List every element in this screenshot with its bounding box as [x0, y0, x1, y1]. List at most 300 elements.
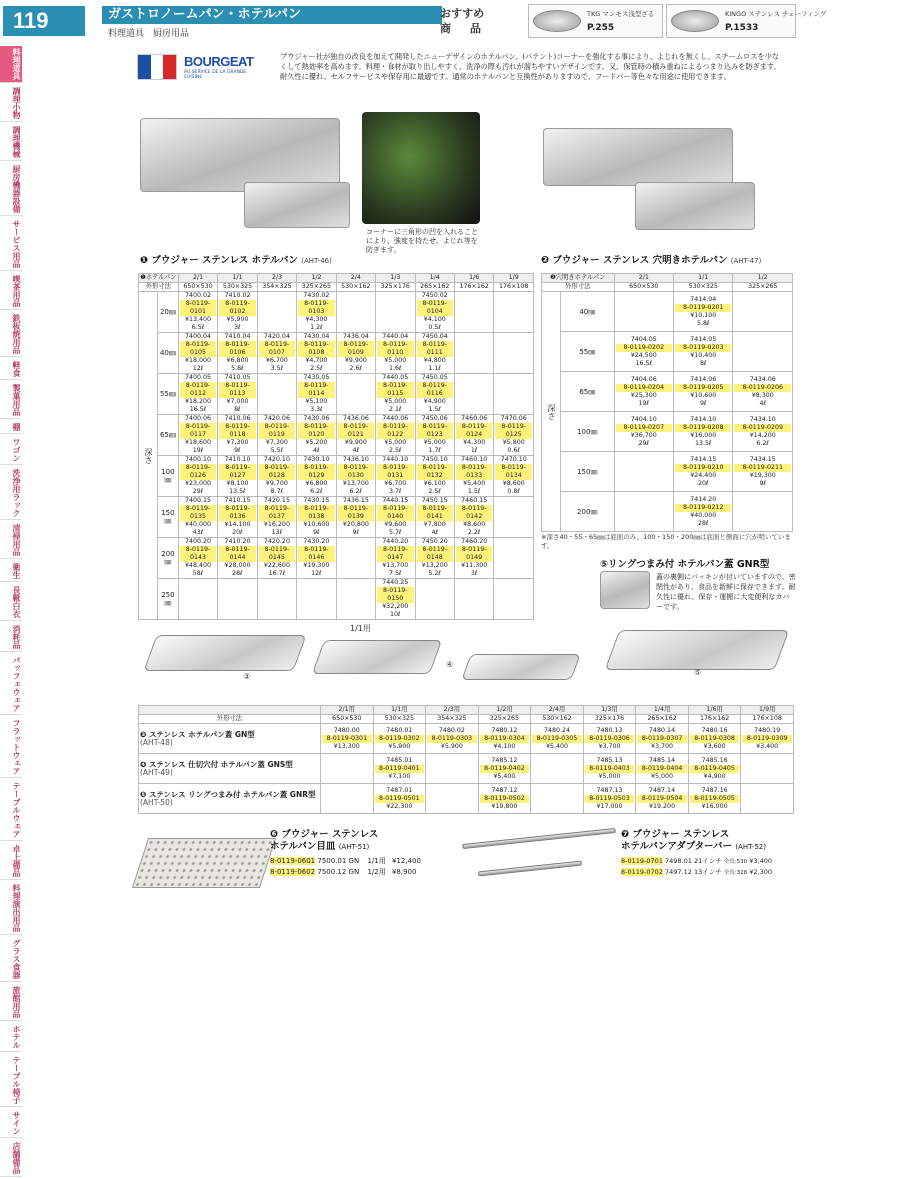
- table-row: [542, 412, 793, 452]
- model-number: 7485.12: [491, 756, 518, 764]
- price: ¥18,200: [185, 398, 212, 405]
- capacity: 2.5ℓ: [310, 365, 323, 372]
- model-number: 7470.06: [500, 415, 527, 422]
- column-header: 1/9: [494, 274, 534, 283]
- product-cell: [674, 332, 733, 372]
- model-number: 7410.02: [224, 292, 251, 299]
- price: ¥8,600: [502, 480, 525, 487]
- product-cell: [741, 724, 794, 754]
- section2-title: ❷ ブウジャー ステンレス 穴明きホテルパン (AHT-47): [541, 255, 762, 266]
- model-number: 7436.04: [342, 333, 369, 340]
- product-cell: [614, 452, 673, 492]
- price: ¥9,900: [344, 357, 367, 364]
- product-cell: [454, 374, 493, 415]
- product-cell: [297, 497, 336, 538]
- sidebar-item[interactable]: 喫茶用品: [0, 273, 22, 310]
- product-cell: [426, 724, 479, 754]
- price: ¥18,600: [185, 439, 212, 446]
- capacity: 12ℓ: [311, 570, 322, 577]
- product-cell: [614, 332, 673, 372]
- capacity: 5.7ℓ: [388, 529, 402, 536]
- table-corner: [139, 706, 321, 715]
- france-flag: [137, 54, 177, 80]
- sidebar-item[interactable]: バッフェウェア: [0, 654, 22, 715]
- product-code: 8-0119-0135: [180, 505, 216, 521]
- model-number: 7410.05: [224, 374, 251, 381]
- column-header: 2/3用: [426, 706, 479, 715]
- product-code: 8-0119-0405: [690, 765, 740, 773]
- product-code: 8-0119-0143: [180, 546, 216, 562]
- sidebar-item[interactable]: サイン: [0, 1109, 22, 1138]
- dims-cell: 530×325: [218, 283, 257, 292]
- section6-title: ❻ ブウジャー ステンレス ホテルパン目皿 (AHT-51): [270, 829, 379, 852]
- perforated-pan-photo: [543, 128, 733, 186]
- product-cell: [257, 292, 296, 333]
- product-cell: [688, 784, 741, 814]
- product-cell: [297, 415, 336, 456]
- dims-cell: 530×162: [531, 715, 584, 724]
- product-code: 8-0119-0126: [180, 464, 216, 480]
- capacity: 9ℓ: [699, 399, 707, 407]
- sidebar-item[interactable]: 旅館用品: [0, 984, 22, 1021]
- product-code: 8-0119-0124: [456, 423, 492, 439]
- sidebar-item[interactable]: 料理演出用品: [0, 882, 22, 935]
- product-cell: [336, 292, 375, 333]
- sidebar-item[interactable]: 消耗品: [0, 623, 22, 652]
- model-number: 7480.24: [543, 726, 570, 734]
- price: ¥9,900: [344, 439, 367, 446]
- capacity: 3.3ℓ: [310, 406, 323, 413]
- intro-text: ブウジャー社が独自の改良を加えて開発したニューデザインのホテルパン。(パテント)コーナーを強化する事により、よじれを無くし、スチームロスを少なくして熱効率を高めます。料理・食材が取り出しやすく、洗浄の際も汚れが溜ちやすいデザインです。又、保管時の積み重ねによるつまり込みを防ぎます。耐久性に優れ、セルフサービスや保存用に最適です。通常のホテルパンと互換性がありますので、フードパー等色々な用途に使用できます。: [280, 52, 781, 81]
- table-header-row: [139, 274, 534, 283]
- product-code: 8-0119-0140: [377, 505, 413, 521]
- dims-cell: 325×265: [733, 283, 793, 292]
- column-header: 1/3用: [583, 706, 636, 715]
- model-number: 7400.10: [185, 456, 212, 463]
- price: ¥13,700: [382, 562, 409, 569]
- sidebar-item[interactable]: 洗浄用ラック: [0, 467, 22, 520]
- capacity: 1.7ℓ: [428, 447, 442, 454]
- price: ¥7,800: [423, 521, 446, 528]
- product-cell: [454, 415, 493, 456]
- sidebar-item[interactable]: 製菓用品: [0, 382, 22, 419]
- product-cell: [336, 579, 375, 620]
- product-cell: [257, 415, 296, 456]
- capacity: 2.1ℓ: [388, 406, 402, 413]
- table-header-row: [542, 274, 793, 283]
- price: ¥16,200: [263, 521, 290, 528]
- dims-cell: 325×265: [478, 715, 531, 724]
- product-code: 8-0119-0115: [377, 382, 413, 398]
- product-cell: [336, 456, 375, 497]
- capacity: 4ℓ: [431, 529, 439, 536]
- sidebar-item[interactable]: 清掃用品: [0, 522, 22, 559]
- price: ¥19,300: [749, 471, 776, 479]
- depth-label: 深さ: [542, 292, 561, 532]
- sidebar-item[interactable]: 調理機械: [0, 124, 22, 161]
- depth-cell: 200㎜: [158, 538, 179, 579]
- price: ¥5,100: [305, 398, 328, 405]
- product-code: 8-0119-0404: [637, 765, 687, 773]
- column-header: 1/6: [454, 274, 493, 283]
- model-number: 7480.01: [386, 726, 413, 734]
- price: ¥6,800: [305, 480, 328, 487]
- hotel-pan-table: [138, 273, 534, 620]
- product-cell: [454, 456, 493, 497]
- model-number: 7400.20: [185, 538, 212, 545]
- product-cell: [494, 497, 534, 538]
- sidebar-item[interactable]: 長靴白衣: [0, 584, 22, 621]
- product-cell: [614, 492, 673, 532]
- table-row: [139, 754, 794, 784]
- product-cell: [218, 415, 257, 456]
- price: ¥10,600: [690, 391, 717, 399]
- model-number: 7414.06: [690, 375, 717, 383]
- table-corner: ❷穴明きホテルパン: [542, 274, 615, 283]
- price: ¥23,000: [185, 480, 212, 487]
- lid-code: (AHT-50): [140, 797, 173, 807]
- capacity: 1.6ℓ: [388, 365, 402, 372]
- model-number: 7434.10: [749, 415, 776, 423]
- table-row: [139, 333, 534, 374]
- product-code: 8-0119-0211: [734, 464, 791, 472]
- column-header: 2/4: [336, 274, 375, 283]
- colander-icon: [533, 10, 581, 32]
- column-header: 1/6用: [688, 706, 741, 715]
- price: ¥7,300: [265, 439, 288, 446]
- capacity: 12ℓ: [192, 365, 204, 372]
- capacity: 3ℓ: [470, 570, 478, 577]
- product-code: 8-0119-0113: [219, 382, 255, 398]
- product-cell: [257, 456, 296, 497]
- chafing-dish-icon: [671, 10, 719, 32]
- sidebar-item[interactable]: グラス食器: [0, 937, 22, 982]
- product-code: 8-0119-0306: [585, 735, 635, 743]
- product-code: 8-0119-0133: [456, 464, 492, 480]
- model-number: 7487.12: [491, 786, 518, 794]
- capacity: 29ℓ: [192, 488, 204, 495]
- capacity: 9ℓ: [759, 479, 767, 487]
- capacity: 2.5ℓ: [428, 488, 442, 495]
- table-row: [139, 374, 534, 415]
- model-number: 7410.20: [224, 538, 251, 545]
- product-cell: [733, 372, 793, 412]
- product-code: 8-0119-0201: [675, 304, 731, 312]
- price: ¥3,700: [598, 742, 621, 750]
- section6-row: 8-0119-0602 7500.12 GN 1/2用 ¥8,900: [270, 868, 417, 876]
- product-cell: [297, 456, 336, 497]
- product-cell: [636, 754, 689, 784]
- sidebar-item[interactable]: 軽食: [0, 359, 22, 380]
- capacity: 8.7ℓ: [270, 488, 284, 495]
- model-number: 7420.15: [263, 497, 290, 504]
- dims-cell: 176×162: [454, 283, 493, 292]
- model-number: 7400.15: [185, 497, 212, 504]
- price: ¥6,700: [384, 480, 407, 487]
- product-cell: [376, 579, 415, 620]
- dims-cell: 265×162: [636, 715, 689, 724]
- sidebar-item[interactable]: 料理道具: [0, 46, 22, 83]
- product-code: 8-0119-0148: [417, 546, 453, 562]
- column-header: 1/1用: [373, 706, 426, 715]
- product-cell: [478, 784, 531, 814]
- model-number: 7410.15: [224, 497, 251, 504]
- product-code: 8-0119-0110: [377, 341, 413, 357]
- sidebar-item[interactable]: ワゴン: [0, 436, 22, 465]
- model-number: 7480.14: [649, 726, 676, 734]
- product-code: 8-0119-0304: [480, 735, 530, 743]
- column-header: 1/4: [415, 274, 454, 283]
- sidebar-item[interactable]: 鉄板焼用品: [0, 312, 22, 357]
- model-number: 7460.10: [461, 456, 488, 463]
- price: ¥16,000: [701, 802, 728, 810]
- column-header: 1/1: [674, 274, 733, 283]
- product-code: 8-0119-0207: [616, 424, 672, 432]
- price: ¥5,000: [384, 439, 407, 446]
- product-code: 8-0119-0502: [480, 795, 530, 803]
- price: ¥32,200: [382, 603, 409, 610]
- capacity: 1.2ℓ: [310, 324, 323, 331]
- dims-label: 外形寸法: [139, 715, 321, 724]
- product-code: 8-0119-0102: [219, 300, 255, 316]
- price: ¥40,000: [690, 511, 717, 519]
- capacity: 16.5ℓ: [189, 406, 207, 413]
- model-number: 7400.04: [185, 333, 212, 340]
- product-code: 8-0119-0401: [375, 765, 425, 773]
- price: ¥22,300: [386, 802, 413, 810]
- sidebar-item[interactable]: 衛生: [0, 561, 22, 582]
- price: ¥8,600: [463, 521, 486, 528]
- model-number: 7414.15: [690, 455, 717, 463]
- product-code: 8-0119-0112: [180, 382, 216, 398]
- product-cell: [531, 724, 584, 754]
- product-code: 8-0119-0504: [637, 795, 687, 803]
- product-code: 8-0119-0136: [219, 505, 255, 521]
- product-cell: [688, 724, 741, 754]
- table-row: [139, 579, 534, 620]
- section6-row: 8-0119-0601 7500.01 GN 1/1用 ¥12,400: [270, 857, 421, 865]
- product-code: 8-0119-0137: [259, 505, 295, 521]
- model-number: 7480.19: [754, 726, 781, 734]
- product-code: 8-0119-0121: [338, 423, 374, 439]
- sidebar-item[interactable]: 調理小物: [0, 85, 22, 122]
- capacity: 20ℓ: [697, 479, 709, 487]
- price: ¥5,800: [502, 439, 525, 446]
- model-number: 7404.05: [630, 335, 657, 343]
- product-cell: [494, 415, 534, 456]
- product-code: 8-0119-0109: [338, 341, 374, 357]
- product-code: 8-0119-0130: [338, 464, 374, 480]
- product-cell: [531, 754, 584, 784]
- model-number: 7480.00: [333, 726, 360, 734]
- product-cell: [415, 497, 454, 538]
- product-cell: [373, 784, 426, 814]
- price: ¥10,100: [690, 311, 717, 319]
- price: ¥7,100: [388, 772, 411, 780]
- recommend-item[interactable]: TKG マンモス浅型ざる P.255: [528, 4, 663, 38]
- depth-cell: 55㎜: [158, 374, 179, 415]
- dims-cell: 354×325: [257, 283, 296, 292]
- model-number: 7414.04: [690, 295, 717, 303]
- model-number: 7430.20: [303, 538, 330, 545]
- price: ¥6,100: [423, 480, 446, 487]
- capacity: 13.5ℓ: [694, 439, 712, 447]
- product-code: 8-0119-0142: [456, 505, 492, 521]
- price: ¥20,800: [342, 521, 369, 528]
- price: ¥13,300: [333, 742, 360, 750]
- recommend-label: おすすめ 商 品: [440, 7, 485, 35]
- capacity: 7.5ℓ: [388, 570, 402, 577]
- capacity: 6.2ℓ: [310, 488, 323, 495]
- model-number: 7436.15: [342, 497, 369, 504]
- model-number: 7450.20: [421, 538, 448, 545]
- dims-cell: 176×108: [741, 715, 794, 724]
- sidebar-item[interactable]: ホテル: [0, 1023, 22, 1052]
- sidebar-item[interactable]: 厨房機器設備: [0, 163, 22, 216]
- price: ¥3,600: [703, 742, 726, 750]
- product-code: 8-0119-0309: [742, 735, 792, 743]
- product-code: 8-0119-0402: [480, 765, 530, 773]
- product-code: 8-0119-0104: [417, 300, 453, 316]
- product-cell: [336, 415, 375, 456]
- product-cell: [674, 372, 733, 412]
- column-header: 2/3: [257, 274, 296, 283]
- price: ¥5,000: [598, 772, 621, 780]
- price: ¥4,100: [493, 742, 516, 750]
- product-code: 8-0119-0141: [417, 505, 453, 521]
- capacity: 0.5ℓ: [428, 324, 442, 331]
- model-number: 7460.15: [461, 497, 488, 504]
- price: ¥24,400: [690, 471, 717, 479]
- perforated-pan-table: [541, 273, 793, 532]
- product-cell: [321, 754, 374, 784]
- sidebar-item[interactable]: 店舗備品: [0, 1140, 22, 1177]
- product-code: 8-0119-0202: [616, 344, 672, 352]
- product-code: 8-0119-0129: [298, 464, 334, 480]
- product-cell: [218, 538, 257, 579]
- product-cell: [257, 333, 296, 374]
- capacity: 19ℓ: [192, 447, 204, 454]
- column-header: 1/2: [297, 274, 336, 283]
- product-code: 8-0119-0134: [495, 464, 532, 480]
- sidebar-item[interactable]: サービス用品: [0, 218, 22, 271]
- capacity: 5.8ℓ: [696, 319, 710, 327]
- price: ¥5,200: [305, 439, 328, 446]
- product-code: 8-0119-0147: [377, 546, 413, 562]
- model-number: 7414.20: [690, 495, 717, 503]
- model-number: 7404.10: [630, 415, 657, 423]
- dims-cell: 650×530: [178, 283, 217, 292]
- price: ¥48,400: [185, 562, 212, 569]
- dims-label: 外形寸法: [139, 283, 179, 292]
- product-cell: [218, 579, 257, 620]
- perforated-tray-image: [132, 838, 276, 888]
- product-cell: [636, 724, 689, 754]
- product-cell: [297, 292, 336, 333]
- product-code: 8-0119-0150: [377, 587, 413, 603]
- model-number: 7420.10: [263, 456, 290, 463]
- lid-name-cell: [139, 724, 321, 754]
- product-cell: [336, 333, 375, 374]
- table-row: [542, 292, 793, 332]
- model-number: 7436.06: [342, 415, 369, 422]
- recommend-item[interactable]: KINGO ステンレス チェーフィング P.1533: [666, 4, 796, 38]
- model-number: 7440.25: [382, 579, 409, 586]
- model-number: 7450.10: [421, 456, 448, 463]
- price: ¥14,200: [749, 431, 776, 439]
- capacity: 5.8ℓ: [231, 365, 244, 372]
- product-code: 8-0119-0128: [259, 464, 295, 480]
- model-number: 7440.15: [382, 497, 409, 504]
- model-number: 7487.13: [596, 786, 623, 794]
- dims-cell: 530×325: [373, 715, 426, 724]
- lid-name: ❸ ステンレス ホテルパン蓋 GN型: [140, 729, 255, 739]
- product-cell: [218, 374, 257, 415]
- product-cell: [494, 374, 534, 415]
- page-number: 119: [3, 6, 85, 36]
- page-title: ガストロノームパン・ホテルパン: [102, 6, 442, 24]
- adapter-bar-image: [462, 828, 616, 849]
- price: ¥5,000: [384, 357, 407, 364]
- table-dims-row: [139, 283, 534, 292]
- depth-label: 深さ: [139, 292, 158, 620]
- capacity: 5.2ℓ: [428, 570, 442, 577]
- dims-cell: 176×108: [494, 283, 534, 292]
- capacity: 1.5ℓ: [428, 406, 442, 413]
- product-code: 8-0119-0139: [338, 505, 374, 521]
- product-cell: [733, 492, 793, 532]
- model-number: 7430.05: [303, 374, 330, 381]
- product-cell: [321, 784, 374, 814]
- product-cell: [376, 456, 415, 497]
- sidebar-item[interactable]: 棚: [0, 421, 22, 434]
- table-dims-row: [139, 715, 794, 724]
- model-number: 7480.16: [701, 726, 728, 734]
- gasket-photo: [600, 571, 650, 609]
- product-cell: [583, 784, 636, 814]
- product-code: 8-0119-0203: [675, 344, 731, 352]
- price: ¥5,900: [388, 742, 411, 750]
- page-subtitle: 料理道具 厨房用品: [108, 29, 190, 39]
- product-cell: [426, 754, 479, 784]
- product-code: 8-0119-0303: [427, 735, 477, 743]
- product-cell: [178, 333, 217, 374]
- column-header: 1/3: [376, 274, 415, 283]
- hotel-pan-small-photo: [244, 182, 350, 228]
- sidebar-item[interactable]: 卓上備品: [0, 843, 22, 880]
- depth-cell: 65㎜: [158, 415, 179, 456]
- product-code: 8-0119-0111: [417, 341, 453, 357]
- capacity: 2.5ℓ: [388, 447, 402, 454]
- sidebar-item[interactable]: テーブル椅子: [0, 1054, 22, 1107]
- capacity: 9ℓ: [352, 529, 360, 536]
- capacity: 3.5ℓ: [270, 365, 284, 372]
- sidebar-item[interactable]: フラットウェア: [0, 717, 22, 778]
- capacity: 2.2ℓ: [467, 529, 481, 536]
- callout-4: ④: [446, 660, 454, 669]
- product-cell: [415, 333, 454, 374]
- sidebar-item[interactable]: テーブルウェア: [0, 780, 22, 841]
- dims-cell: 530×325: [674, 283, 733, 292]
- product-cell: [178, 456, 217, 497]
- product-cell: [218, 497, 257, 538]
- product-cell: [426, 784, 479, 814]
- price: ¥24,500: [630, 351, 657, 359]
- capacity: 20ℓ: [232, 529, 243, 536]
- product-code: 8-0119-0305: [532, 735, 582, 743]
- product-code: 8-0119-0120: [298, 423, 334, 439]
- table-row: [139, 292, 534, 333]
